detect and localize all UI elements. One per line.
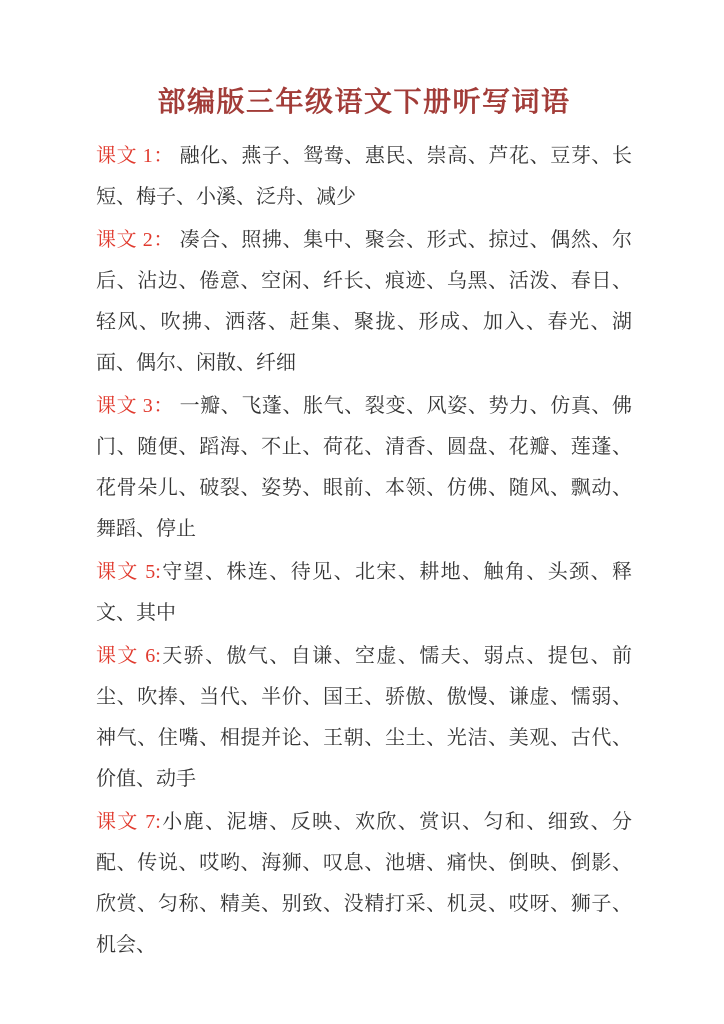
lesson-paragraph xyxy=(96,136,632,218)
lesson-paragraph xyxy=(96,552,632,634)
lesson-paragraph xyxy=(96,386,632,550)
lesson-words: 融化、燕子、鸳鸯、惠民、崇高、芦花、豆芽、长短、梅子、小溪、泛舟、减少 xyxy=(96,145,633,208)
lesson-label: 课文 5: xyxy=(96,561,161,583)
lesson-label: 课文 3： xyxy=(96,395,180,417)
lesson-paragraph xyxy=(96,220,632,384)
lesson-words: 天骄、傲气、自谦、空虚、懦夫、弱点、提包、前尘、吹捧、当代、半价、国王、骄傲、傲慢、谦虚、懦弱、神气、住嘴、相提并论、王朝、尘土、光洁、美观、古代、价值、动手 xyxy=(96,645,632,790)
lesson-words: 小鹿、泥塘、反映、欢欣、赏识、匀和、细致、分配、传说、哎哟、海狮、叹息、池塘、痛快、倒映、倒影、欣赏、匀称、精美、别致、没精打采、机灵、哎呀、狮子、机会、 xyxy=(96,811,632,956)
document-title: 部编版三年级语文下册听写词语 xyxy=(157,87,571,118)
lesson-label: 课文 6: xyxy=(96,645,161,667)
lesson-words: 一瓣、飞蓬、胀气、裂变、风姿、势力、仿真、佛门、随便、蹈海、不止、荷花、清香、圆盘、花瓣、莲蓬、花骨朵儿、破裂、姿势、眼前、本领、仿佛、随风、飘动、舞蹈、停止 xyxy=(96,395,633,540)
lesson-words: 守望、株连、待见、北宋、耕地、触角、头颈、释文、其中 xyxy=(96,561,632,624)
lesson-paragraph xyxy=(96,636,632,800)
lesson-label: 课文 7: xyxy=(96,811,161,833)
lesson-label: 课文 1： xyxy=(96,145,180,167)
lesson-label: 课文 2： xyxy=(96,229,180,251)
lesson-list xyxy=(96,136,632,966)
lesson-words: 凑合、照拂、集中、聚会、形式、掠过、偶然、尔后、沾边、倦意、空闲、纤长、痕迹、乌黑、活泼、春日、轻风、吹拂、洒落、赶集、聚拢、形成、加入、春光、湖面、偶尔、闲散、纤细 xyxy=(96,229,633,374)
lesson-paragraph xyxy=(96,802,632,966)
